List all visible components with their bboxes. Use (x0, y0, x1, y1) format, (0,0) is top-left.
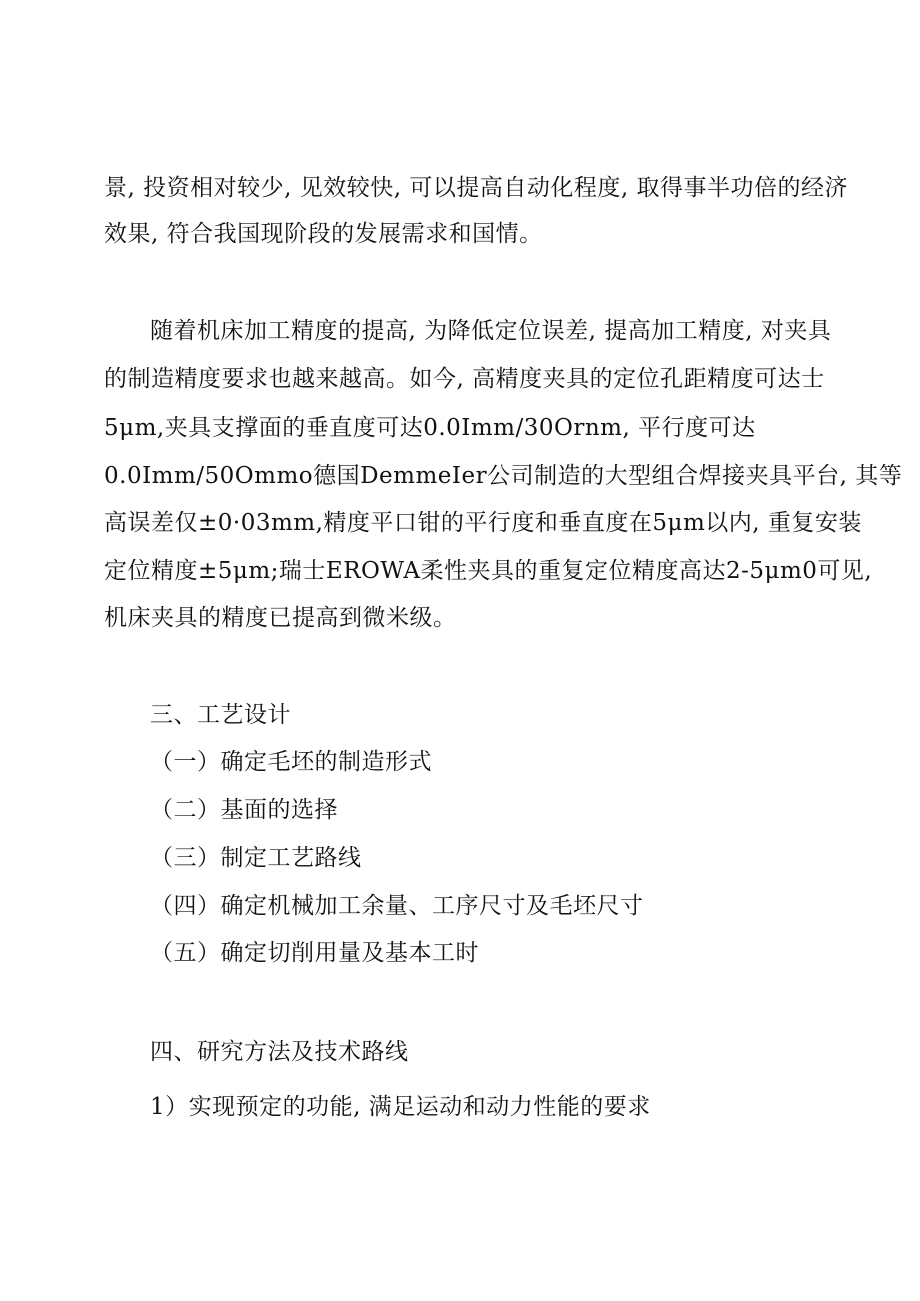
section-4-heading: 四、研究方法及技术路线 (150, 1039, 409, 1065)
paragraph-2-line-3: 5μm,夹具支撑面的垂直度可达0.0Imm/30Ornm, 平行度可达 (104, 415, 756, 441)
section-3-item-3: （三）制定工艺路线 (150, 845, 362, 871)
paragraph-1-line-1: 景, 投资相对较少, 见效较快, 可以提高自动化程度, 取得事半功倍的经济 (104, 175, 848, 201)
section-3-heading: 三、工艺设计 (150, 702, 291, 728)
paragraph-2-line-7: 机床夹具的精度已提高到微米级。 (104, 605, 457, 631)
paragraph-2-line-2: 的制造精度要求也越来越高。如今, 高精度夹具的定位孔距精度可达士 (104, 366, 825, 392)
paragraph-2-line-6: 定位精度±5μm;瑞士EROWA柔性夹具的重复定位精度高达2-5μm0可见, (104, 558, 873, 584)
section-3-item-1: （一）确定毛坯的制造形式 (150, 749, 432, 775)
paragraph-2-line-1: 随着机床加工精度的提高, 为降低定位误差, 提高加工精度, 对夹具 (150, 318, 832, 344)
paragraph-2-line-4: 0.0Imm/50Ommo德国DemmeIer公司制造的大型组合焊接夹具平台, 其等 (104, 463, 903, 489)
section-3-item-5: （五）确定切削用量及基本工时 (150, 940, 479, 966)
section-3-item-4: （四）确定机械加工余量、工序尺寸及毛坯尺寸 (150, 893, 644, 919)
paragraph-2-line-5: 高误差仅±0·03mm,精度平口钳的平行度和垂直度在5μm以内, 重复安装 (104, 510, 862, 536)
section-4-item-1: 1）实现预定的功能, 满足运动和动力性能的要求 (150, 1094, 651, 1120)
paragraph-1-line-2: 效果, 符合我国现阶段的发展需求和国情。 (104, 221, 543, 247)
section-3-item-2: （二）基面的选择 (150, 797, 338, 823)
